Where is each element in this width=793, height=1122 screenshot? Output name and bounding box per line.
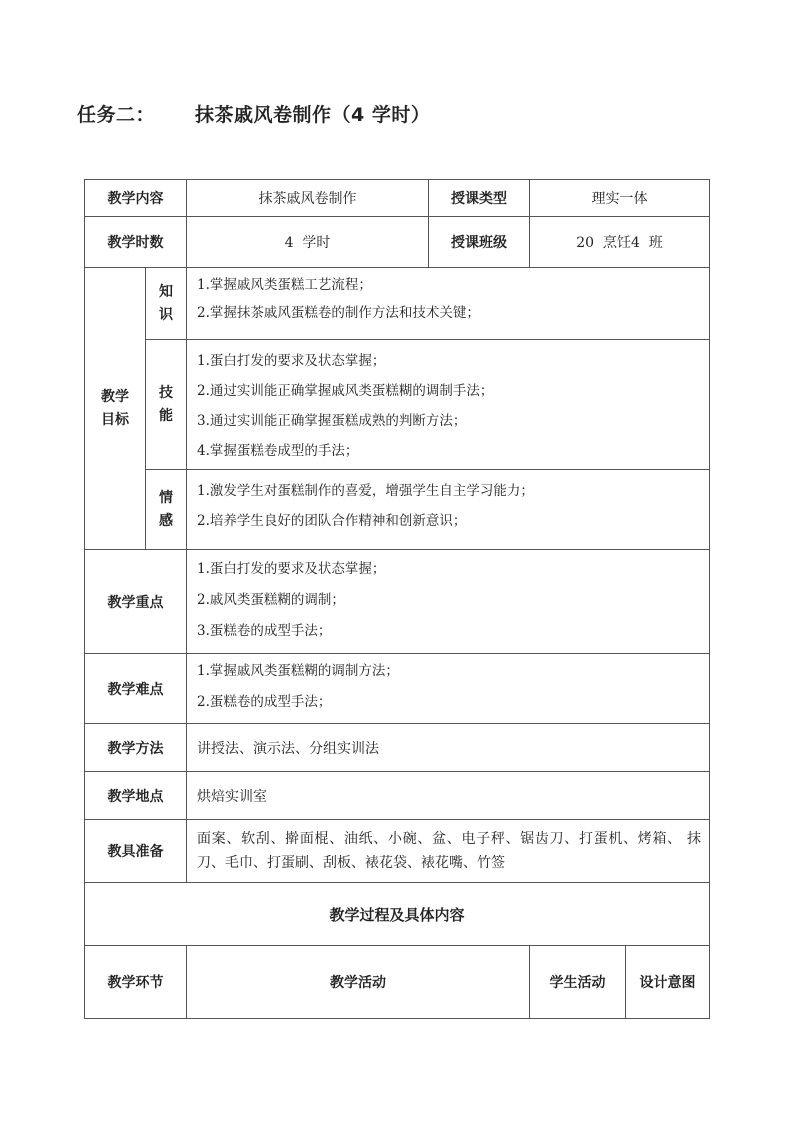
list-item: 2.通过实训能正确掌握戚风类蛋糕糊的调制手法； bbox=[197, 383, 494, 399]
emotion-label-char: 情 bbox=[159, 489, 173, 506]
difficulties-row bbox=[85, 654, 710, 724]
knowledge-label bbox=[146, 268, 187, 340]
class-value: 20 烹饪4 班 bbox=[530, 217, 710, 268]
content-value: 抹茶戚风卷制作 bbox=[187, 180, 429, 217]
location-row bbox=[85, 772, 710, 820]
knowledge-items bbox=[187, 268, 710, 340]
methods-value: 讲授法、演示法、分组实训法 bbox=[187, 724, 710, 772]
tools-label: 教具准备 bbox=[85, 820, 187, 883]
hours-label: 教学时数 bbox=[85, 217, 187, 268]
emotion-label bbox=[146, 470, 187, 550]
list-item: 2.戚风类蛋糕糊的调制； bbox=[197, 592, 345, 608]
key-points-items bbox=[187, 550, 710, 654]
goals-label-line: 目标 bbox=[101, 411, 129, 428]
hours-row bbox=[85, 217, 710, 268]
skill-label bbox=[146, 340, 187, 470]
key-points-label: 教学重点 bbox=[85, 550, 187, 654]
list-item: 2.培养学生良好的团队合作精神和创新意识； bbox=[197, 513, 467, 529]
difficulties-items bbox=[187, 654, 710, 724]
process-title: 教学过程及具体内容 bbox=[85, 883, 710, 946]
process-title-row bbox=[85, 883, 710, 946]
skill-label-char: 技 bbox=[159, 384, 173, 401]
list-item: 1.掌握戚风类蛋糕工艺流程； bbox=[197, 277, 372, 293]
list-item: 3.通过实训能正确掌握蛋糕成熟的判断方法； bbox=[197, 413, 467, 429]
task-number: 任务二： bbox=[77, 104, 156, 126]
tools-row bbox=[85, 820, 710, 883]
process-header-teaching: 教学活动 bbox=[187, 946, 530, 1019]
list-item: 2.掌握抹茶戚风蛋糕卷的制作方法和技术关键； bbox=[197, 305, 480, 321]
process-header-stage: 教学环节 bbox=[85, 946, 187, 1019]
list-item: 2.蛋糕卷的成型手法； bbox=[197, 694, 332, 710]
process-header-intent: 设计意图 bbox=[626, 946, 710, 1019]
knowledge-label-char: 识 bbox=[159, 306, 173, 323]
goal-row-knowledge bbox=[85, 268, 710, 340]
class-label: 授课班级 bbox=[429, 217, 530, 268]
location-value: 烘焙实训室 bbox=[187, 772, 710, 820]
content-row bbox=[85, 180, 710, 217]
type-label: 授课类型 bbox=[429, 180, 530, 217]
tools-value: 面案、软刮、擀面棍、油纸、小碗、盆、电子秤、锯齿刀、打蛋机、烤箱、 抹刀、毛巾、打蛋刷、刮板、裱花袋、裱花嘴、竹签 bbox=[187, 820, 710, 883]
location-label: 教学地点 bbox=[85, 772, 187, 820]
goal-row-skill bbox=[85, 340, 710, 470]
difficulties-label: 教学难点 bbox=[85, 654, 187, 724]
list-item: 3.蛋糕卷的成型手法； bbox=[197, 623, 332, 639]
methods-row bbox=[85, 724, 710, 772]
list-item: 1.蛋白打发的要求及状态掌握； bbox=[197, 561, 386, 577]
methods-label: 教学方法 bbox=[85, 724, 187, 772]
type-value: 理实一体 bbox=[530, 180, 710, 217]
list-item: 4.掌握蛋糕卷成型的手法； bbox=[197, 443, 359, 459]
knowledge-label-char: 知 bbox=[159, 283, 173, 300]
goal-row-emotion bbox=[85, 470, 710, 550]
process-header-student: 学生活动 bbox=[530, 946, 626, 1019]
goals-label bbox=[85, 268, 146, 550]
emotion-label-char: 感 bbox=[159, 512, 173, 529]
goals-label-line: 教学 bbox=[101, 388, 129, 405]
emotion-items bbox=[187, 470, 710, 550]
skill-items bbox=[187, 340, 710, 470]
lesson-plan-table bbox=[84, 179, 710, 1019]
content-label: 教学内容 bbox=[85, 180, 187, 217]
skill-label-char: 能 bbox=[159, 407, 173, 424]
hours-value: 4 学时 bbox=[187, 217, 429, 268]
list-item: 1.激发学生对蛋糕制作的喜爱，增强学生自主学习能力； bbox=[197, 483, 534, 499]
process-header-row bbox=[85, 946, 710, 1019]
key-points-row bbox=[85, 550, 710, 654]
list-item: 1.掌握戚风类蛋糕糊的调制方法； bbox=[197, 663, 399, 679]
list-item: 1.蛋白打发的要求及状态掌握； bbox=[197, 353, 386, 369]
task-title: 抹茶戚风卷制作（4 学时） bbox=[195, 104, 431, 126]
page-heading bbox=[77, 100, 430, 127]
